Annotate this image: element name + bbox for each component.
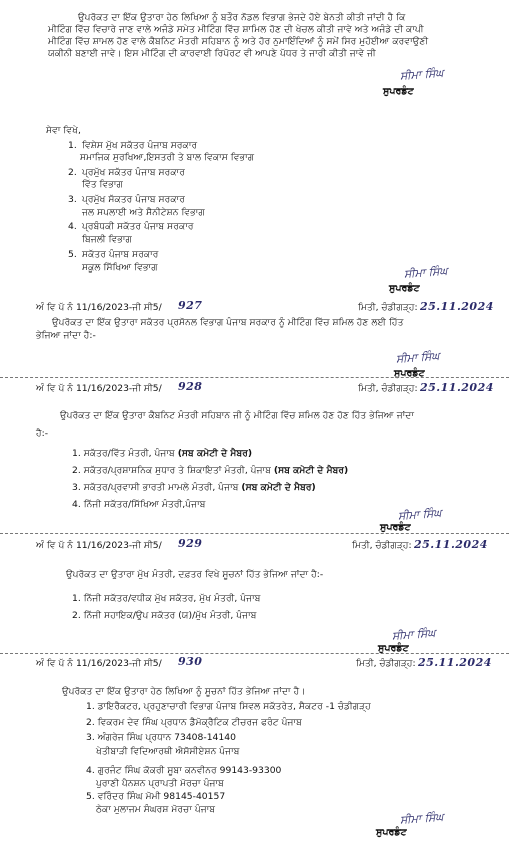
signature: ਸੀਮਾ ਸਿੰਘ bbox=[399, 810, 444, 827]
divider bbox=[0, 377, 509, 378]
list-item bbox=[86, 765, 281, 776]
list-item-text: ਗੁਰਜੰਟ ਸਿੰਘ ਕੋਕਰੀ ਸੂਬਾ ਕਨਵੀਨਰ 99143-93300 bbox=[97, 765, 282, 776]
list-item-number: 2. bbox=[86, 717, 95, 728]
list-item bbox=[72, 482, 316, 493]
list-item-number: 2. bbox=[72, 465, 81, 476]
seva-item-title: ਪ੍ਰਮੁੱਖ ਸੱਕਤਰ ਪੰਜਾਬ ਸਰਕਾਰ bbox=[82, 194, 185, 205]
list-item bbox=[72, 610, 257, 621]
date-value: 25.11.2024 bbox=[420, 381, 494, 394]
committee-member-tag: (ਸਬ ਕਮੇਟੀ ਦੇ ਮੈਬਰ) bbox=[273, 465, 349, 476]
list-item bbox=[86, 732, 236, 743]
list-item bbox=[86, 701, 371, 712]
paragraph-line: ਭੇਜਿਆ ਜਾਂਦਾ ਹੈ:- bbox=[36, 330, 96, 341]
committee-member-tag: (ਸਬ ਕਮੇਟੀ ਦੇ ਮੈਬਰ) bbox=[241, 482, 316, 493]
seva-item-number: 5. bbox=[68, 249, 77, 260]
signature: ਸੀਮਾ ਸਿੰਘ bbox=[397, 506, 442, 523]
superintendent-label: ਸੁਪਰਡੰਟ bbox=[394, 368, 425, 379]
signature: ਸੀਮਾ ਸਿੰਘ bbox=[403, 264, 448, 281]
list-item bbox=[72, 593, 261, 604]
seva-item-number: 4. bbox=[68, 221, 77, 232]
memo-reference: ਅੰ ਵਿ ਪੱ ਨੰ 11/16/2023-ਜੀ ਸੀ5/ bbox=[36, 540, 162, 551]
seva-item-number: 2. bbox=[68, 167, 77, 178]
list-item-number: 4. bbox=[72, 499, 81, 510]
date-value: 25.11.2024 bbox=[414, 538, 488, 551]
list-item-number: 1. bbox=[86, 701, 95, 712]
list-item-text: ਡਾਇਰੈਕਟਰ, ਪ੍ਰਹੁਣਾਚਾਰੀ ਵਿਭਾਗ ਪੰਜਾਬ ਸਿਵਲ ਸਕੱਤਰੇਤ, ਸੈਕਟਰ -1 ਚੰਡੀਗੜ੍ਹ bbox=[97, 701, 371, 712]
memo-number: 927 bbox=[178, 299, 203, 312]
paragraph-line: ਮੀਟਿੰਗ ਵਿੱਚ ਸ਼ਾਮਲ ਹੋਣ ਵਾਲੇ ਕੈਬਨਿਟ ਮੰਤਰੀ ਸਹਿਬਾਨ ਨੂੰ ਅਤੇ ਹੋਰ ਨੁਮਾਇੰਦਿਆਂ ਨੂੰ ਸਮੇਂ ਸਿਰ ਮੁਹੱਈਆ ਕਰਵਾਉਣੀ bbox=[48, 36, 429, 47]
list-item-number: 3. bbox=[86, 732, 95, 743]
list-item-text: ਨਿੱਜੀ ਸਕੱਤਰ/ਵਧੀਕ ਮੁੱਖ ਸਕੱਤਰ, ਮੁੱਖ ਮੰਤਰੀ, ਪੰਜਾਬ bbox=[83, 593, 261, 604]
list-item-subline: ਖੇਤੀਬਾੜੀ ਵਿਦਿਆਰਥੀ ਐਸੋਸੀਏਸ਼ਨ ਪੰਜਾਬ bbox=[96, 746, 240, 757]
list-item-text: ਨਿੱਜੀ ਸਹਾਇਕ/ਉਪ ਸਕੱਤਰ (ਯ)/ਮੁੱਖ ਮੰਤਰੀ, ਪੰਜਾਬ bbox=[83, 610, 257, 621]
superintendent-label: ਸੁਪਰਡੰਟ bbox=[380, 522, 411, 533]
list-item bbox=[86, 717, 302, 728]
list-item-text: ਵਿਕਰਮ ਦੇਵ ਸਿੰਘ ਪ੍ਰਧਾਨ ਡੈਮੋਕ੍ਰੈਟਿਕ ਟੀਚਰਜ ਫਰੰਟ ਪੰਜਾਬ bbox=[97, 717, 302, 728]
divider bbox=[0, 533, 509, 534]
signature: ਸੀਮਾ ਸਿੰਘ bbox=[399, 66, 444, 83]
paragraph-line: ਉਪਰੋਕਤ ਦਾ ਉਤਾਰਾ ਮੁੱਖ ਮੰਤਰੀ, ਦਫ਼ਤਰ ਵਿਖੇ ਸੂਚਨਾਂ ਹਿੱਤ ਭੇਜਿਆ ਜਾਂਦਾ ਹੈ:- bbox=[66, 569, 324, 580]
seva-item-dept: ਸਕੂਲ ਸਿੱਖਿਆ ਵਿਭਾਗ bbox=[82, 262, 158, 273]
list-item-number: 1. bbox=[72, 448, 81, 459]
seva-item-title: ਪ੍ਰਮੁੱਖ ਸਕੱਤਰ ਪੰਜਾਬ ਸਰਕਾਰ bbox=[82, 167, 185, 178]
superintendent-label: ਸੁਪਰਡੰਟ bbox=[383, 86, 414, 97]
superintendent-label: ਸੁਪਰਡੰਟ bbox=[389, 283, 420, 294]
paragraph-line: ਉਪਰੋਕਤ ਦਾ ਇੱਕ ਉਤਾਰਾ ਸਕੱਤਰ ਪ੍ਰਸੋਨਲ ਵਿਭਾਗ ਪੰਜਾਬ ਸਰਕਾਰ ਨੂੰ ਮੀਟਿੰਗ ਵਿੱਚ ਸ਼ਮਿਲ ਹੋਣ ਲਈ ਹਿੱਤ bbox=[52, 317, 404, 328]
list-item-text: ਅੰਗਰੇਜ ਸਿੰਘ ਪ੍ਰਧਾਨ 73408-14140 bbox=[97, 732, 236, 743]
seva-item-dept: ਸਮਾਜਿਕ ਸੁਰਖਿਆ,ਇਸਤਰੀ ਤੇ ਬਾਲ ਵਿਕਾਸ ਵਿਭਾਗ bbox=[80, 152, 255, 163]
paragraph-line: ਯਕੀਨੀ ਬਣਾਈ ਜਾਵੇ। ਇਸ ਮੀਟਿੰਗ ਦੀ ਕਾਰਵਾਈ ਰਿਪੋਰਟ ਵੀ ਆਪਣੇ ਪੱਧਰ ਤੇ ਜਾਰੀ ਕੀਤੀ ਜਾਵੇ ਜੀ bbox=[48, 48, 376, 59]
list-item-text: ਨਿੱਜੀ ਸਕੱਤਰ/ਸਿੱਖਿਆ ਮੰਤਰੀ,ਪੰਜਾਬ bbox=[83, 499, 206, 510]
seva-item-title: ਸਕੱਤਰ ਪੰਜਾਬ ਸਰਕਾਰ bbox=[82, 249, 159, 260]
memo-number: 930 bbox=[178, 655, 203, 668]
date-label: ਮਿਤੀ, ਚੰਡੀਗੜ੍ਹ: bbox=[356, 658, 416, 669]
list-item-text: ਸਕੱਤਰ/ਵਿੱਤ ਮੰਤਰੀ, ਪੰਜਾਬ bbox=[83, 448, 178, 459]
list-item-number: 2. bbox=[72, 610, 81, 621]
memo-number: 929 bbox=[178, 537, 203, 550]
signature: ਸੀਮਾ ਸਿੰਘ bbox=[395, 349, 440, 366]
committee-member-tag: (ਸਬ ਕਮੇਟੀ ਦੇ ਮੈਬਰ) bbox=[177, 448, 253, 459]
list-item-number: 4. bbox=[86, 765, 95, 776]
list-item-number: 3. bbox=[72, 482, 81, 493]
list-item-text: ਵਰਿੰਦਰ ਸਿੰਘ ਮੋਮੀ 98145-40157 bbox=[97, 791, 226, 802]
seva-item-number: 1. bbox=[68, 140, 77, 151]
date-label: ਮਿਤੀ, ਚੰਡੀਗੜ੍ਹ: bbox=[358, 383, 418, 394]
seva-item-dept: ਜਲ ਸਪਲਾਈ ਅਤੇ ਸੈਨੀਟੇਸ਼ਨ ਵਿਭਾਗ bbox=[82, 207, 205, 218]
seva-item-title: ਵਿਸ਼ੇਸ ਮੁੱਖ ਸਕੱਤਰ ਪੰਜਾਬ ਸਰਕਾਰ bbox=[82, 140, 198, 151]
seva-heading: ਸੇਵਾ ਵਿਖੇ, bbox=[46, 125, 81, 136]
seva-item-title: ਪ੍ਰਬੰਧਕੀ ਸਕੱਤਰ ਪੰਜਾਬ ਸਰਕਾਰ bbox=[82, 221, 194, 232]
divider bbox=[0, 653, 509, 654]
paragraph-line: ਹੈ:- bbox=[36, 428, 49, 439]
date-label: ਮਿਤੀ, ਚੰਡੀਗੜ੍ਹ: bbox=[352, 540, 412, 551]
paragraph-line: ਮੀਟਿੰਗ ਵਿੱਚ ਵਿਚਾਰੇ ਜਾਣ ਵਾਲੇ ਅਜੰਡੇ ਸਮੇਤ ਮੀਟਿੰਗ ਵਿੱਚ ਸ਼ਾਮਿਲ ਹੋਣ ਦੀ ਖੇਚਲ ਕੀਤੀ ਜਾਵੇ ਅਤੇ ਅਜੰਡੇ ਦੀ ਕਾਪੀ bbox=[48, 24, 424, 35]
paragraph-line: ਉਪਰੋਕਤ ਦਾ ਇੱਕ ਉਤਾਰਾ ਹੇਠ ਲਿਖਿਆ ਨੂੰ ਬਤੌਰ ਨੋਡਲ ਵਿਭਾਗ ਭੇਜਦੇ ਹੋਏ ਬੇਨਤੀ ਕੀਤੀ ਜਾਂਦੀ ਹੈ ਕਿ bbox=[78, 12, 406, 23]
list-item-subline: ਪੁਰਾਣੀ ਪੈਨਸ਼ਨ ਪ੍ਰਾਪਤੀ ਮੋਰਚਾ ਪੰਜਾਬ bbox=[96, 778, 224, 789]
date-label: ਮਿਤੀ, ਚੰਡੀਗੜ੍ਹ: bbox=[358, 302, 418, 313]
list-item bbox=[72, 465, 348, 476]
superintendent-label: ਸੁਪਰਡੰਟ bbox=[376, 827, 407, 838]
seva-item-dept: ਬਿਜਲੀ ਵਿਭਾਗ bbox=[82, 234, 132, 245]
seva-item-dept: ਵਿੱਤ ਵਿਭਾਗ bbox=[82, 179, 123, 190]
memo-reference: ਅੰ ਵਿ ਪੱ ਨੰ 11/16/2023-ਜੀ ਸੀ5/ bbox=[36, 383, 162, 394]
list-item-number: 5. bbox=[86, 791, 95, 802]
list-item bbox=[72, 448, 252, 459]
seva-item-number: 3. bbox=[68, 194, 77, 205]
superintendent-label: ਸੁਪਰਡੰਟ bbox=[378, 643, 409, 654]
list-item-subline: ਠੇਕਾ ਮੁਲਾਜਮ ਸੰਘਰਸ਼ ਮੋਰਚਾ ਪੰਜਾਬ bbox=[96, 804, 216, 815]
memo-reference: ਅੰ ਵਿ ਪੱ ਨੰ 11/16/2023-ਜੀ ਸੀ5/ bbox=[36, 302, 162, 313]
date-value: 25.11.2024 bbox=[420, 300, 494, 313]
list-item-text: ਸਕੱਤਰ/ਪ੍ਰਸ਼ਾਸ਼ਨਿਕ ਸੁਧਾਰ ਤੇ ਸ਼ਿਕਾਇਤਾਂ ਮੰਤਰੀ, ਪੰਜਾਬ bbox=[83, 465, 274, 476]
signature: ਸੀਮਾ ਸਿੰਘ bbox=[391, 626, 436, 643]
list-item bbox=[86, 791, 225, 802]
list-item-text: ਸਕੱਤਰ/ਪ੍ਰਵਾਸੀ ਭਾਰਤੀ ਮਾਮਲੇ ਮੰਤਰੀ, ਪੰਜਾਬ bbox=[83, 482, 242, 493]
memo-reference: ਅੰ ਵਿ ਪੱ ਨੰ 11/16/2023-ਜੀ ਸੀ5/ bbox=[36, 658, 162, 669]
paragraph-line: ਉਪਰੋਕਤ ਦਾ ਇੱਕ ਉਤਾਰਾ ਹੇਠ ਲਿਖਿਆ ਨੂੰ ਸੂਚਨਾਂ ਹਿੱਤ ਭੇਜਿਆ ਜਾਂਦਾ ਹੈ। bbox=[62, 686, 306, 697]
paragraph-line: ਉਪਰੋਕਤ ਦਾ ਇੱਕ ਉਤਾਰਾ ਕੈਬਨਿਟ ਮੰਤਰੀ ਸਹਿਬਾਨ ਜੀ ਨੂੰ ਮੀਟਿੰਗ ਵਿੱਚ ਸ਼ਮਿਲ ਹੋਣ ਹੋਣ ਹਿੱਤ ਭੇਜਿਆ ਜਾਂਦਾ bbox=[60, 410, 415, 421]
date-value: 25.11.2024 bbox=[418, 656, 492, 669]
list-item bbox=[72, 499, 206, 510]
memo-number: 928 bbox=[178, 380, 203, 393]
list-item-number: 1. bbox=[72, 593, 81, 604]
